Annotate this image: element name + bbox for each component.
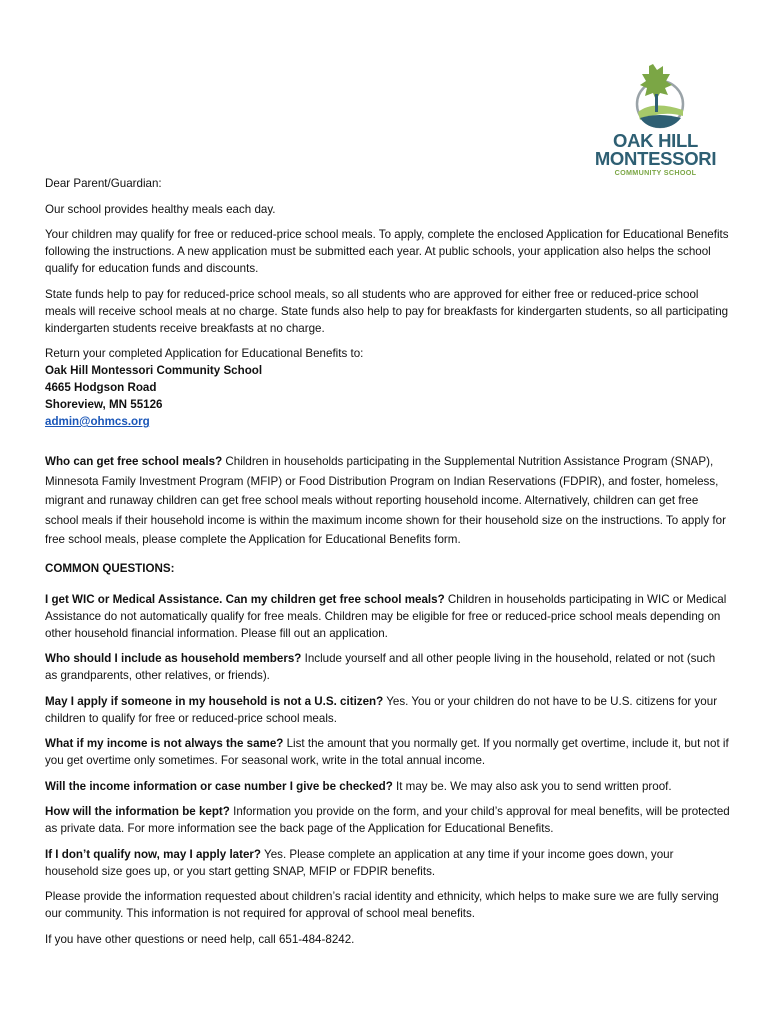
paragraph-qualify: Your children may qualify for free or reduced-price school meals. To apply, complete the enclosed Application for Educational Benefits following the instructions. A new application must be submitted each year. At public schools, your application also helps the school qualify for education funds and discounts. bbox=[45, 228, 729, 275]
faq-question: I get WIC or Medical Assistance. Can my children get free school meals? bbox=[45, 592, 445, 606]
paragraph-race-ethnicity: Please provide the information requested about children’s racial identity and ethnicity, which helps to make sure we are fully serving our community. This information is not required for approval of school meal benefits. bbox=[45, 890, 719, 920]
faq-question: Who should I include as household members? bbox=[45, 652, 302, 665]
faq-item-income bbox=[45, 735, 730, 769]
faq-item-household bbox=[45, 650, 730, 684]
logo-line-1: OAK HILL bbox=[613, 130, 698, 151]
street-address: 4665 Hodgson Road bbox=[45, 381, 157, 394]
letter-body bbox=[45, 175, 730, 956]
logo-line-2: MONTESSORI bbox=[594, 148, 717, 169]
faq-question: Will the income information or case number I give be checked? bbox=[45, 779, 393, 793]
faq-answer: It may be. We may also ask you to send written proof. bbox=[392, 779, 672, 793]
faq-answer: Children in households participating in WIC or Medical Assistance do not automatically qualify for free meals. Children may be eligible for free or reduced-price school meals depending on other household financial information. Please fill out an application. bbox=[45, 592, 727, 640]
faq-answer: List the amount that you normally get. If you normally get overtime, include it, but not if you get overtime only sometimes. For seasonal work, write in the total annual income. bbox=[45, 737, 729, 767]
paragraph-intro: Our school provides healthy meals each day. bbox=[45, 202, 276, 216]
paragraph-help: If you have other questions or need help, call 651-484-8242. bbox=[45, 932, 355, 946]
faq-item-later bbox=[45, 846, 730, 880]
faq-item-wic bbox=[45, 591, 730, 642]
school-name: Oak Hill Montessori Community School bbox=[45, 364, 263, 377]
faq-question: How will the information be kept? bbox=[45, 805, 230, 818]
return-address bbox=[45, 362, 730, 430]
faq-question: If I don’t qualify now, may I apply later? bbox=[45, 847, 262, 861]
faq-answer: Information you provide on the form, and your child’s approval for meal benefits, will be protected as private data. For more information see the back page of the Application for Educational Benefits. bbox=[45, 805, 730, 835]
faq-answer: Yes. You or your children do not have to be U.S. citizens for your children to qualify for free or reduced-price school meals. bbox=[45, 694, 718, 725]
paragraph-state-funds: State funds help to pay for reduced-price school meals, so all students who are approved for either free or reduced-price school meals will receive school meals at no charge. State funds also help to pay for breakfasts for kindergarten students, so all participating kindergarten students receive breakfasts at no charge. bbox=[45, 287, 729, 335]
faq-answer: Include yourself and all other people living in the household, related or not (such as grandparents, other relatives, or friends). bbox=[45, 652, 716, 682]
faq-question: May I apply if someone in my household is not a U.S. citizen? bbox=[45, 694, 384, 708]
faq-item-citizen bbox=[45, 693, 730, 727]
free-meals-question: Who can get free school meals? bbox=[45, 455, 223, 468]
email-link[interactable]: admin@ohmcs.org bbox=[45, 415, 150, 428]
free-meals-answer: Children in households participating in the Supplemental Nutrition Assistance Program (SNAP), Minnesota Family Investment Program (MFIP) or Food Distribution Program on Indian Reservations (FDPIR), and foster, homeless, migrant and runaway children can get free school meals without reporting household income. Alternatively, children can get free school meals if their household income is within the maximum income shown for their household size on the instructions. To apply for free school meals, please complete the Application for Educational Benefits form. bbox=[45, 455, 726, 546]
oak-leaf-logo-icon bbox=[623, 60, 689, 132]
faq-question: What if my income is not always the same? bbox=[45, 737, 284, 750]
common-questions-heading: COMMON QUESTIONS: bbox=[45, 561, 175, 575]
free-meals-paragraph bbox=[45, 452, 730, 550]
logo-line-3: COMMUNITY SCHOOL bbox=[614, 168, 697, 177]
faq-answer: Yes. Please complete an application at any time if your income goes down, your household size goes up, or you start getting SNAP, MFIP or FDPIR benefits. bbox=[45, 847, 674, 878]
faq-item-kept bbox=[45, 803, 730, 837]
city-state-zip: Shoreview, MN 55126 bbox=[45, 398, 163, 411]
greeting: Dear Parent/Guardian: bbox=[45, 177, 162, 190]
faq-item-checked bbox=[45, 778, 730, 795]
paragraph-return: Return your completed Application for Educational Benefits to: bbox=[45, 347, 364, 360]
school-logo bbox=[588, 60, 723, 180]
